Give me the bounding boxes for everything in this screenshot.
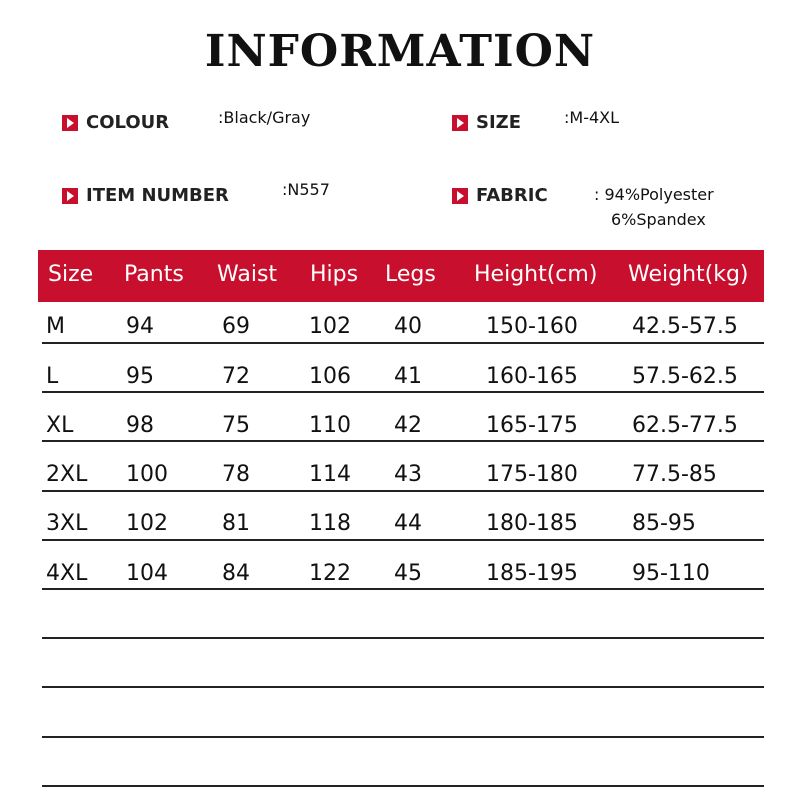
cell-waist: 84 [222,561,250,586]
row-divider [42,440,764,442]
cell-waist: 81 [222,511,250,536]
cell-legs: 41 [394,364,422,389]
row-divider [42,686,764,688]
cell-legs: 45 [394,561,422,586]
table-row [38,354,764,403]
cell-height: 175-180 [486,462,578,487]
header-height: Height(cm) [474,262,598,287]
cell-waist: 69 [222,314,250,339]
row-divider [42,539,764,541]
row-divider [42,391,764,393]
cell-waist: 75 [222,413,250,438]
row-divider [42,637,764,639]
header-waist: Waist [217,262,278,287]
cell-pants: 102 [126,511,168,536]
size-table-header [38,250,764,302]
cell-hips: 106 [309,364,351,389]
row-divider [42,736,764,738]
cell-pants: 95 [126,364,154,389]
cell-weight: 77.5-85 [632,462,717,487]
cell-legs: 40 [394,314,422,339]
cell-weight: 95-110 [632,561,710,586]
row-divider [42,588,764,590]
cell-hips: 118 [309,511,351,536]
cell-pants: 94 [126,314,154,339]
cell-size: 3XL [46,511,88,536]
fabric-value-line2: 6%Spandex [611,210,706,229]
page-title: INFORMATION [204,26,596,77]
cell-pants: 104 [126,561,168,586]
cell-pants: 100 [126,462,168,487]
row-divider [42,342,764,344]
table-row [38,501,764,550]
cell-height: 180-185 [486,511,578,536]
cell-weight: 85-95 [632,511,696,536]
fabric-label: FABRIC [476,185,548,206]
table-row [38,551,764,600]
cell-size: M [46,314,65,339]
header-hips: Hips [310,262,359,287]
header-weight: Weight(kg) [628,262,749,287]
item-number-info [62,185,229,206]
bullet-arrow-icon [62,115,78,131]
header-pants: Pants [124,262,184,287]
cell-hips: 102 [309,314,351,339]
fabric-info [452,185,548,206]
fabric-value-line1: : 94%Polyester [594,185,714,204]
cell-height: 150-160 [486,314,578,339]
size-value: :M-4XL [564,108,620,127]
cell-legs: 42 [394,413,422,438]
colour-label: COLOUR [86,112,170,133]
cell-hips: 122 [309,561,351,586]
item-number-value: :N557 [282,180,330,199]
colour-value: :Black/Gray [218,108,311,127]
cell-legs: 44 [394,511,422,536]
cell-height: 160-165 [486,364,578,389]
size-label: SIZE [476,112,522,133]
bullet-arrow-icon [62,188,78,204]
cell-waist: 72 [222,364,250,389]
cell-hips: 114 [309,462,351,487]
row-divider [42,785,764,787]
cell-height: 165-175 [486,413,578,438]
bullet-arrow-icon [452,115,468,131]
cell-pants: 98 [126,413,154,438]
cell-size: 2XL [46,462,88,487]
cell-weight: 62.5-77.5 [632,413,738,438]
cell-size: XL [46,413,74,438]
table-row [38,452,764,501]
table-row [38,304,764,353]
header-size: Size [48,262,94,287]
size-info [452,112,521,133]
cell-size: 4XL [46,561,88,586]
cell-height: 185-195 [486,561,578,586]
cell-size: L [46,364,59,389]
cell-weight: 57.5-62.5 [632,364,738,389]
row-divider [42,490,764,492]
cell-weight: 42.5-57.5 [632,314,738,339]
colour-info [62,112,169,133]
bullet-arrow-icon [452,188,468,204]
cell-legs: 43 [394,462,422,487]
cell-waist: 78 [222,462,250,487]
cell-hips: 110 [309,413,351,438]
item-number-label: ITEM NUMBER [86,185,229,206]
header-legs: Legs [385,262,436,287]
table-row [38,403,764,452]
